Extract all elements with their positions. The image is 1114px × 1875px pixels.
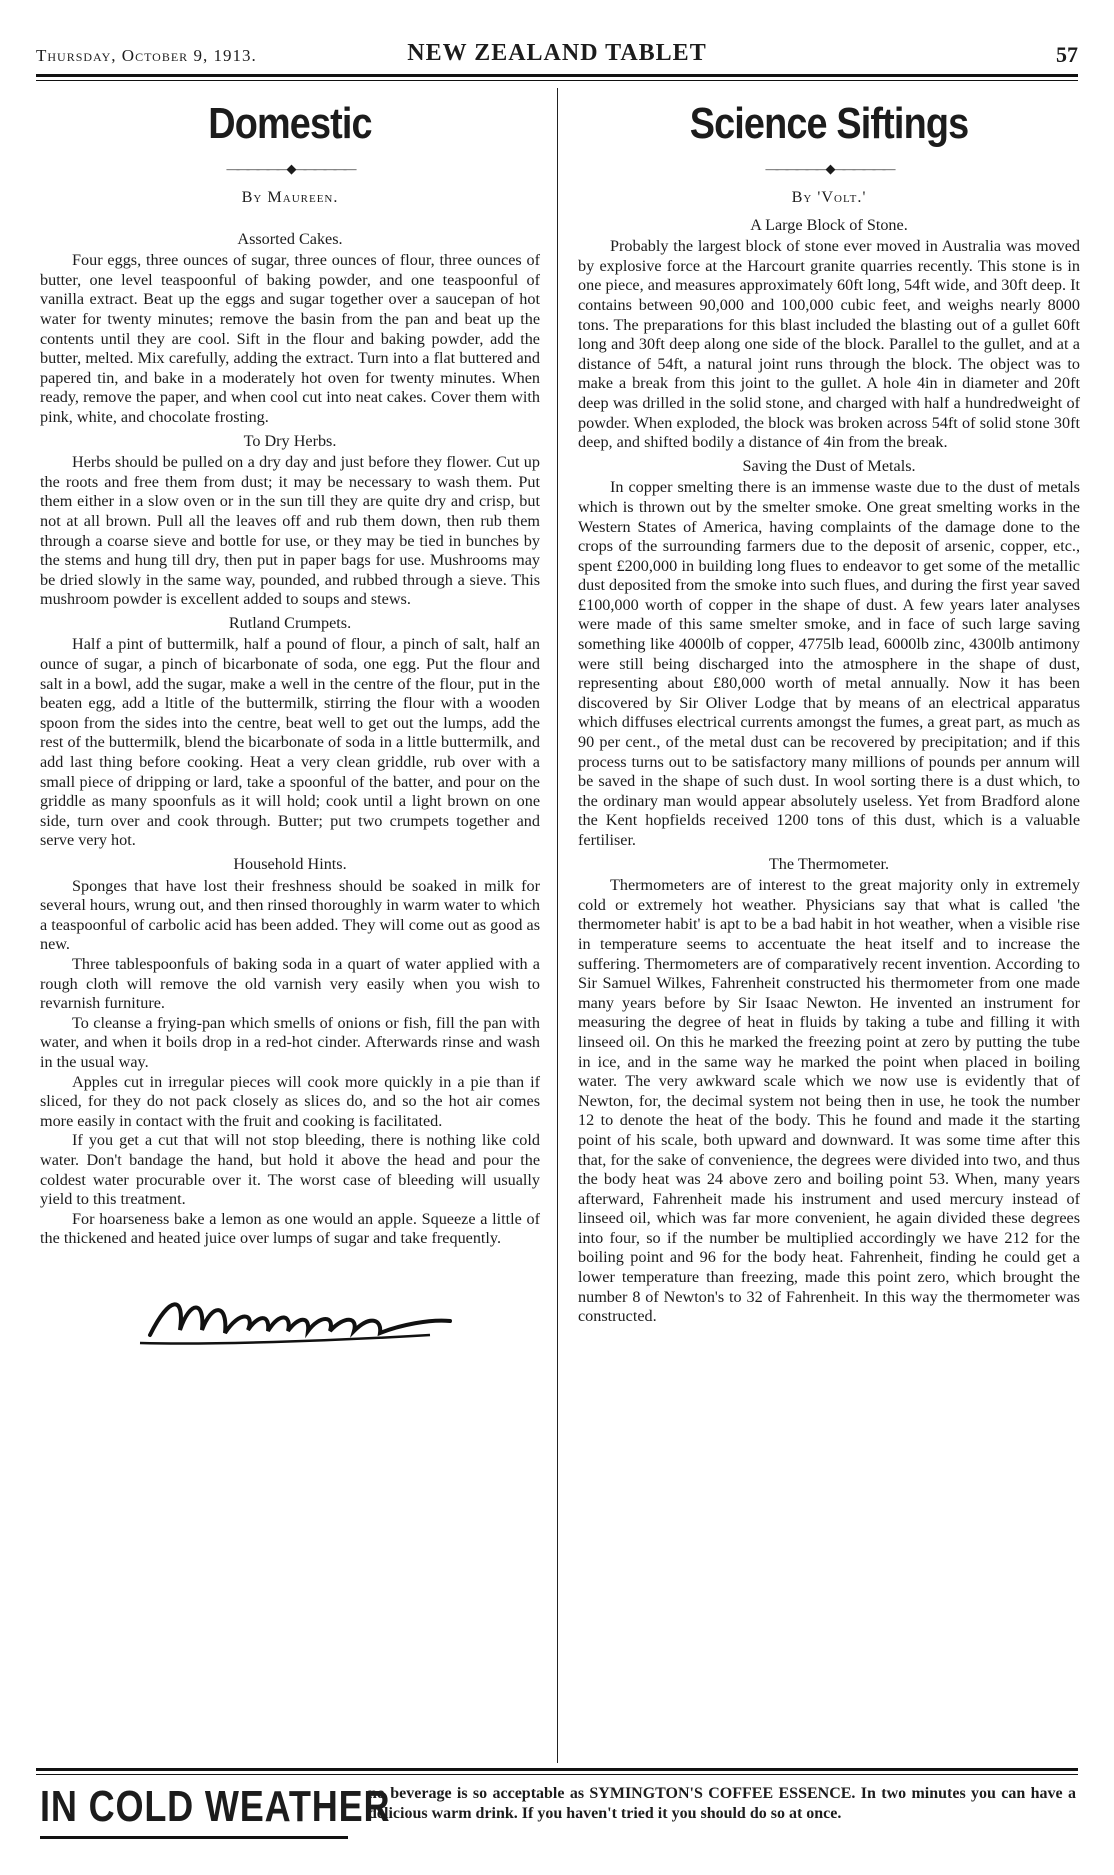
- paragraph: If you get a cut that will not stop bleeding, there is nothing like cold water. Don't bandage the hand, but hold it above the head and pour the coldest water procurable over it. The worst case of bleeding will usually yield to this treatment.: [40, 1131, 540, 1209]
- footer-rule-thin: [36, 1774, 1078, 1775]
- section-heading: The Thermometer.: [768, 854, 890, 873]
- section-heading: To Dry Herbs.: [243, 431, 337, 450]
- section-heading: Saving the Dust of Metals.: [742, 456, 916, 475]
- domestic-byline: By Maureen.: [241, 188, 339, 206]
- science-column: [578, 88, 1080, 1327]
- paragraph: Thermometers are of interest to the great majority only in extremely cold or extremely hot weather. Physicians say that what is called 'the thermometer habit' is apt to be a bad habit in hot weather, when a visible rise in temperature seems to accentuate the heat itself and to increase the suffering. Thermometers are of comparatively recent invention. According to Sir Samuel Wilkes, Fahrenheit constructed his thermometer from one made many years before by Sir Isaac Newton. He invented an instrument for measuring the degree of heat in fluids by taking a tube and filling it with linseed oil. On this he marked the freezing point at zero by putting the tube in ice, and in the same way he marked the point when placed in boiling water. The very awkward scale which we now use is evidently that of Newton, for, the decimal system not being then in use, he took the number 12 to denote the heat of the body. This he found and made it the starting point of his scale, both upward and downward. It was some time after this that, for the sake of convenience, the degrees were divided into two, and thus the body heat was 24 above zero and boiling point 53. When, many years afterward, Fahrenheit made his instrument and used mercury instead of linseed oil, which was far more convenient, he again divided these degrees into four, so if the number be multiplied accordingly we have 212 for the boiling point and 96 for the body heat. Fahrenheit, finding he could get a lower temperature than freezing, made this point zero, which brought the number 8 of Newton's to 32 of Fahrenheit. In this way the thermometer was constructed.: [578, 876, 1080, 1326]
- maureen-signature: [130, 1275, 540, 1365]
- advert-underline: [40, 1836, 348, 1839]
- ornament-divider-icon: ——————◆——————: [226, 161, 354, 176]
- paragraph: In copper smelting there is an immense waste due to the dust of metals which is thrown out by the smelter smoke. One great smelting works in the Western States of America, having complaints of the damage done to the crops of the surrounding farmers due to the deposit of arsenic, copper, etc., spent £200,000 in building long flues to endeavor to get some of the metallic dust deposited from the smoke into such flues, and during the first year saved £100,000 worth of copper in the shape of dust. A few years later analyses were made of this same smelter smoke, and in face of such large saving something like 4000lb of copper, 4775lb lead, 6000lb zinc, 4300lb antimony were still being discharged into the atmosphere in the shape of dust, representing about £80,000 worth of metal annually. Now it has been discovered by Sir Oliver Lodge that by means of an electrical apparatus which diffuses electrical currents amongst the fumes, a great part, as much as 90 per cent., of the metal dust can be recovered by precipitation; and if this process turns out to be satisfactory many millions of pounds per annum will be saved in the shape of such dust. In wool sorting there is a dust which, to the ordinary man would appear absolutely useless. Yet from Bradford alone the Kent hopfields received 1200 tons of this dust, which is a valuable fertiliser.: [578, 478, 1080, 849]
- advertisement: [36, 1780, 1078, 1860]
- domestic-column: [40, 88, 540, 1365]
- advert-text: no beverage is so acceptable as SYMINGTON'S COFFEE ESSENCE. In two minutes you can have a delicious warm drink. If you haven't tried it you should do so at once.: [368, 1785, 1076, 1822]
- paragraph: For hoarseness bake a lemon as one would an apple. Squeeze a little of the thickened and heated juice over lumps of sugar and take frequently.: [40, 1209, 540, 1248]
- page-header: [36, 38, 1078, 70]
- paragraph: To cleanse a frying-pan which smells of onions or fish, fill the pan with water, and when it boils drop in a red-hot cinder. Afterwards rinse and wash in the usual way.: [40, 1013, 540, 1071]
- header-rule-thick: [36, 74, 1078, 77]
- paragraph: Four eggs, three ounces of sugar, three ounces of flour, three ounces of butter, one level teaspoonful of baking powder, and one teaspoonful of vanilla extract. Beat up the eggs and sugar together over a saucepan of hot water for twenty minutes; remove the basin from the pan and beat up the contents until they are cool. Sift in the flour and baking powder, add the butter, melted. Mix carefully, adding the extract. Turn into a flat buttered and papered tin, and bake in a moderately hot oven for twenty minutes. When ready, remove the paper, and when cool cut into neat cakes. Cover them with pink, white, and chocolate frosting.: [40, 251, 540, 426]
- paragraph: Sponges that have lost their freshness should be soaked in milk for several hours, wrung out, and then rinsed thoroughly in warm water to which a teaspoonful of carbolic acid has been added. They will come out as good as new.: [40, 876, 541, 954]
- paragraph: Half a pint of buttermilk, half a pound of flour, a pinch of salt, half an ounce of sugar, a pinch of bicarbonate of soda, one egg. Put the flour and salt in a bowl, add the sugar, make a well in the centre of the flour, put in the beaten egg, add a ltitle of the buttermilk, stirring the flour with a wooden spoon from the sides into the centre, beat well to get out the lumps, add the rest of the buttermilk, blend the bicarbonate of soda in a little buttermilk, and add last thing before cooking. Heat a very clean griddle, rub over with a small piece of dripping or lard, take a spoonful of the batter, and pour on the griddle as many spoonfuls as it will hold; cook until a light brown on one side, turn over and cook through. Butter; put two crumpets together and serve very hot.: [40, 635, 540, 850]
- science-title: Science Siftings: [689, 99, 969, 148]
- header-rule-thin: [36, 80, 1078, 81]
- section-heading: Rutland Crumpets.: [228, 613, 352, 632]
- section-heading: A Large Block of Stone.: [750, 215, 908, 234]
- section-heading: Household Hints.: [233, 855, 347, 873]
- paragraph: Herbs should be pulled on a dry day and just before they flower. Cut up the roots and free them from dust; it may be necessary to wash them. Put them either in a slow oven or in the sun till they are quite dry and crisp, but not at all brown. Pull all the leaves off and rub them down, then rub them through a coarse sieve and bottle for use, or they may be tied in bunches by the stems and hung till dry, then put in paper bags for use. Mushrooms may be dried slowly in the same way, pounded, and rubbed through a sieve. This mushroom powder is excellent added to soups and stews.: [40, 453, 540, 609]
- column-divider: [557, 88, 558, 1763]
- signature-icon: [130, 1275, 470, 1355]
- paragraph: Apples cut in irregular pieces will cook more quickly in a pie than if sliced, for they do not pack closely as slices do, and so the hot air comes more easily in contact with the fruit and cooking is facilitated.: [40, 1072, 540, 1130]
- newspaper-title: NEW ZEALAND TABLET: [407, 40, 707, 66]
- issue-date: Thursday, October 9, 1913.: [36, 46, 257, 65]
- section-heading: Assorted Cakes.: [237, 229, 343, 248]
- page-number: 57: [1056, 42, 1078, 67]
- paragraph: Three tablespoonfuls of baking soda in a quart of water applied with a rough cloth will remove the old varnish very easily when you wish to revarnish furniture.: [40, 954, 540, 1013]
- ornament-divider-icon: ——————◆——————: [765, 161, 893, 176]
- footer-rule-thick: [36, 1768, 1078, 1771]
- paragraph: Probably the largest block of stone ever moved in Australia was moved by explosive force at the Harcourt granite quarries recently. This stone is in one piece, and measures approximately 60ft long, 54ft wide, and 30ft deep. It contains between 90,000 and 100,000 cubic feet, and weighs nearly 8000 tons. The preparations for this blast included the blasting out of a gullet 60ft long and 30ft deep along one side of the block. Parallel to the gullet, and at a distance of 54ft, a natural joint runs through the block. The object was to make a break from this joint to the gullet. A hole 4in in diameter and 20ft deep was drilled in the solid stone, and charged with half a hundredweight of powder. When exploded, the block was broken across 54ft of solid stone 30ft deep, and shifted bodily a distance of 4in from the break.: [578, 237, 1080, 452]
- science-byline: By 'Volt.': [791, 188, 867, 206]
- advert-headline: IN COLD WEATHER: [40, 1782, 391, 1831]
- domestic-title: Domestic: [208, 99, 372, 148]
